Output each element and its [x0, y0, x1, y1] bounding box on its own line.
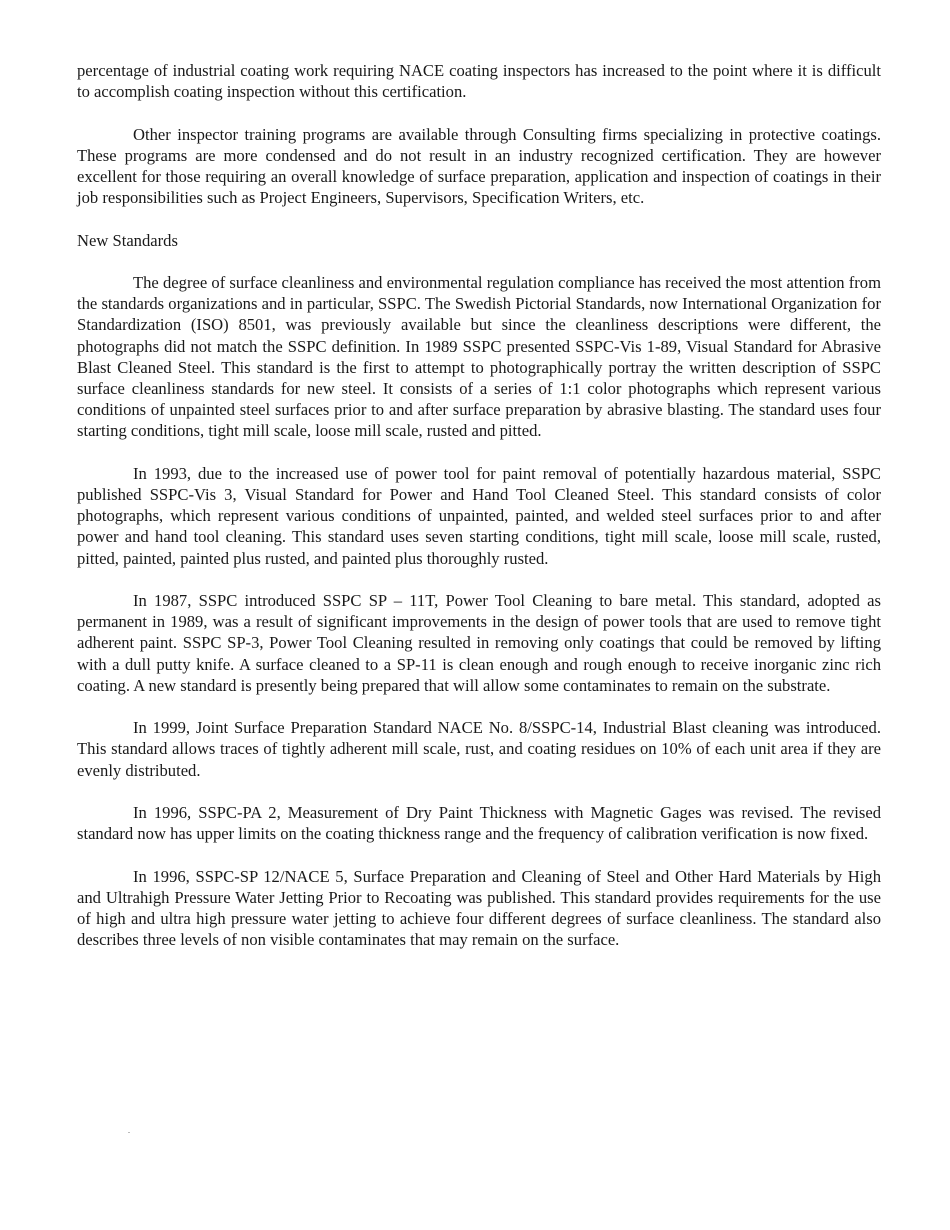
paragraph-nace-8-sspc-14: In 1999, Joint Surface Preparation Standard NACE No. 8/SSPC-14, Industrial Blast cleaning was introduced. This standard allows traces of tightly adherent mill scale, rust, and coating residues on 10% of each unit area if they are evenly distributed. — [77, 718, 881, 780]
paragraph-surface-cleanliness: The degree of surface cleanliness and environmental regulation compliance has received the most attention from the standards organizations and in particular, SSPC. The Swedish Pictorial Standards, now International Organization for Standardization (ISO) 8501, was previously available but since the cleanliness descriptions were different, the photographs did not match the SSPC definition. In 1989 SSPC presented SSPC-Vis 1-89, Visual Standard for Abrasive Blast Cleaned Steel. This standard is the first to attempt to photographically portray the written description of SSPC surface cleanliness standards for new steel. It consists of a series of 1:1 color photographs which represent various conditions of unpainted steel surfaces prior to and after surface preparation by abrasive blasting. The standard uses four starting conditions, tight mill scale, loose mill scale, rusted and pitted. — [77, 272, 881, 441]
scan-speck — [128, 1132, 130, 1133]
paragraph-sspc-sp-12: In 1996, SSPC-SP 12/NACE 5, Surface Preparation and Cleaning of Steel and Other Hard Materials by High and Ultrahigh Pressure Water Jetting Prior to Recoating was published. This standard provides requirements for the use of high and ultra high pressure water jetting to achieve four different degrees of surface cleanliness. The standard also describes three levels of non visible contaminates that may remain on the surface. — [77, 866, 881, 950]
paragraph-continuation: percentage of industrial coating work requiring NACE coating inspectors has increased to the point where it is difficult to accomplish coating inspection without this certification. — [77, 61, 881, 102]
paragraph-sspc-sp-11t: In 1987, SSPC introduced SSPC SP – 11T, Power Tool Cleaning to bare metal. This standard, adopted as permanent in 1989, was a result of significant improvements in the design of power tools that are used to remove tight adherent paint. SSPC SP-3, Power Tool Cleaning resulted in removing only coatings that could be removed by lifting with a dull putty knife. A surface cleaned to a SP-11 is clean enough and rough enough to receive inorganic zinc rich coating. A new standard is presently being prepared that will allow some contaminates to remain on the substrate. — [77, 591, 881, 695]
paragraph-inspector-training: Other inspector training programs are available through Consulting firms specializing in protective coatings. These programs are more condensed and do not result in an industry recognized certification. They are however excellent for those requiring an overall knowledge of surface preparation, application and inspection of coatings in their job responsibilities such as Project Engineers, Supervisors, Specification Writers, etc. — [77, 124, 881, 208]
paragraph-sspc-pa-2: In 1996, SSPC-PA 2, Measurement of Dry Paint Thickness with Magnetic Gages was revised. The revised standard now has upper limits on the coating thickness range and the frequency of calibration verification is now fixed. — [77, 803, 881, 844]
document-page — [77, 60, 881, 972]
paragraph-sspc-vis-3: In 1993, due to the increased use of power tool for paint removal of potentially hazardous material, SSPC published SSPC-Vis 3, Visual Standard for Power and Hand Tool Cleaned Steel. This standard consists of color photographs, which represent various conditions of unpainted, painted, and welded steel surfaces prior to and after power and hand tool cleaning. This standard uses seven starting conditions, tight mill scale, loose mill scale, rusted, pitted, painted, painted plus rusted, and painted plus thoroughly rusted. — [77, 463, 881, 568]
section-heading-new-standards: New Standards — [77, 230, 178, 250]
